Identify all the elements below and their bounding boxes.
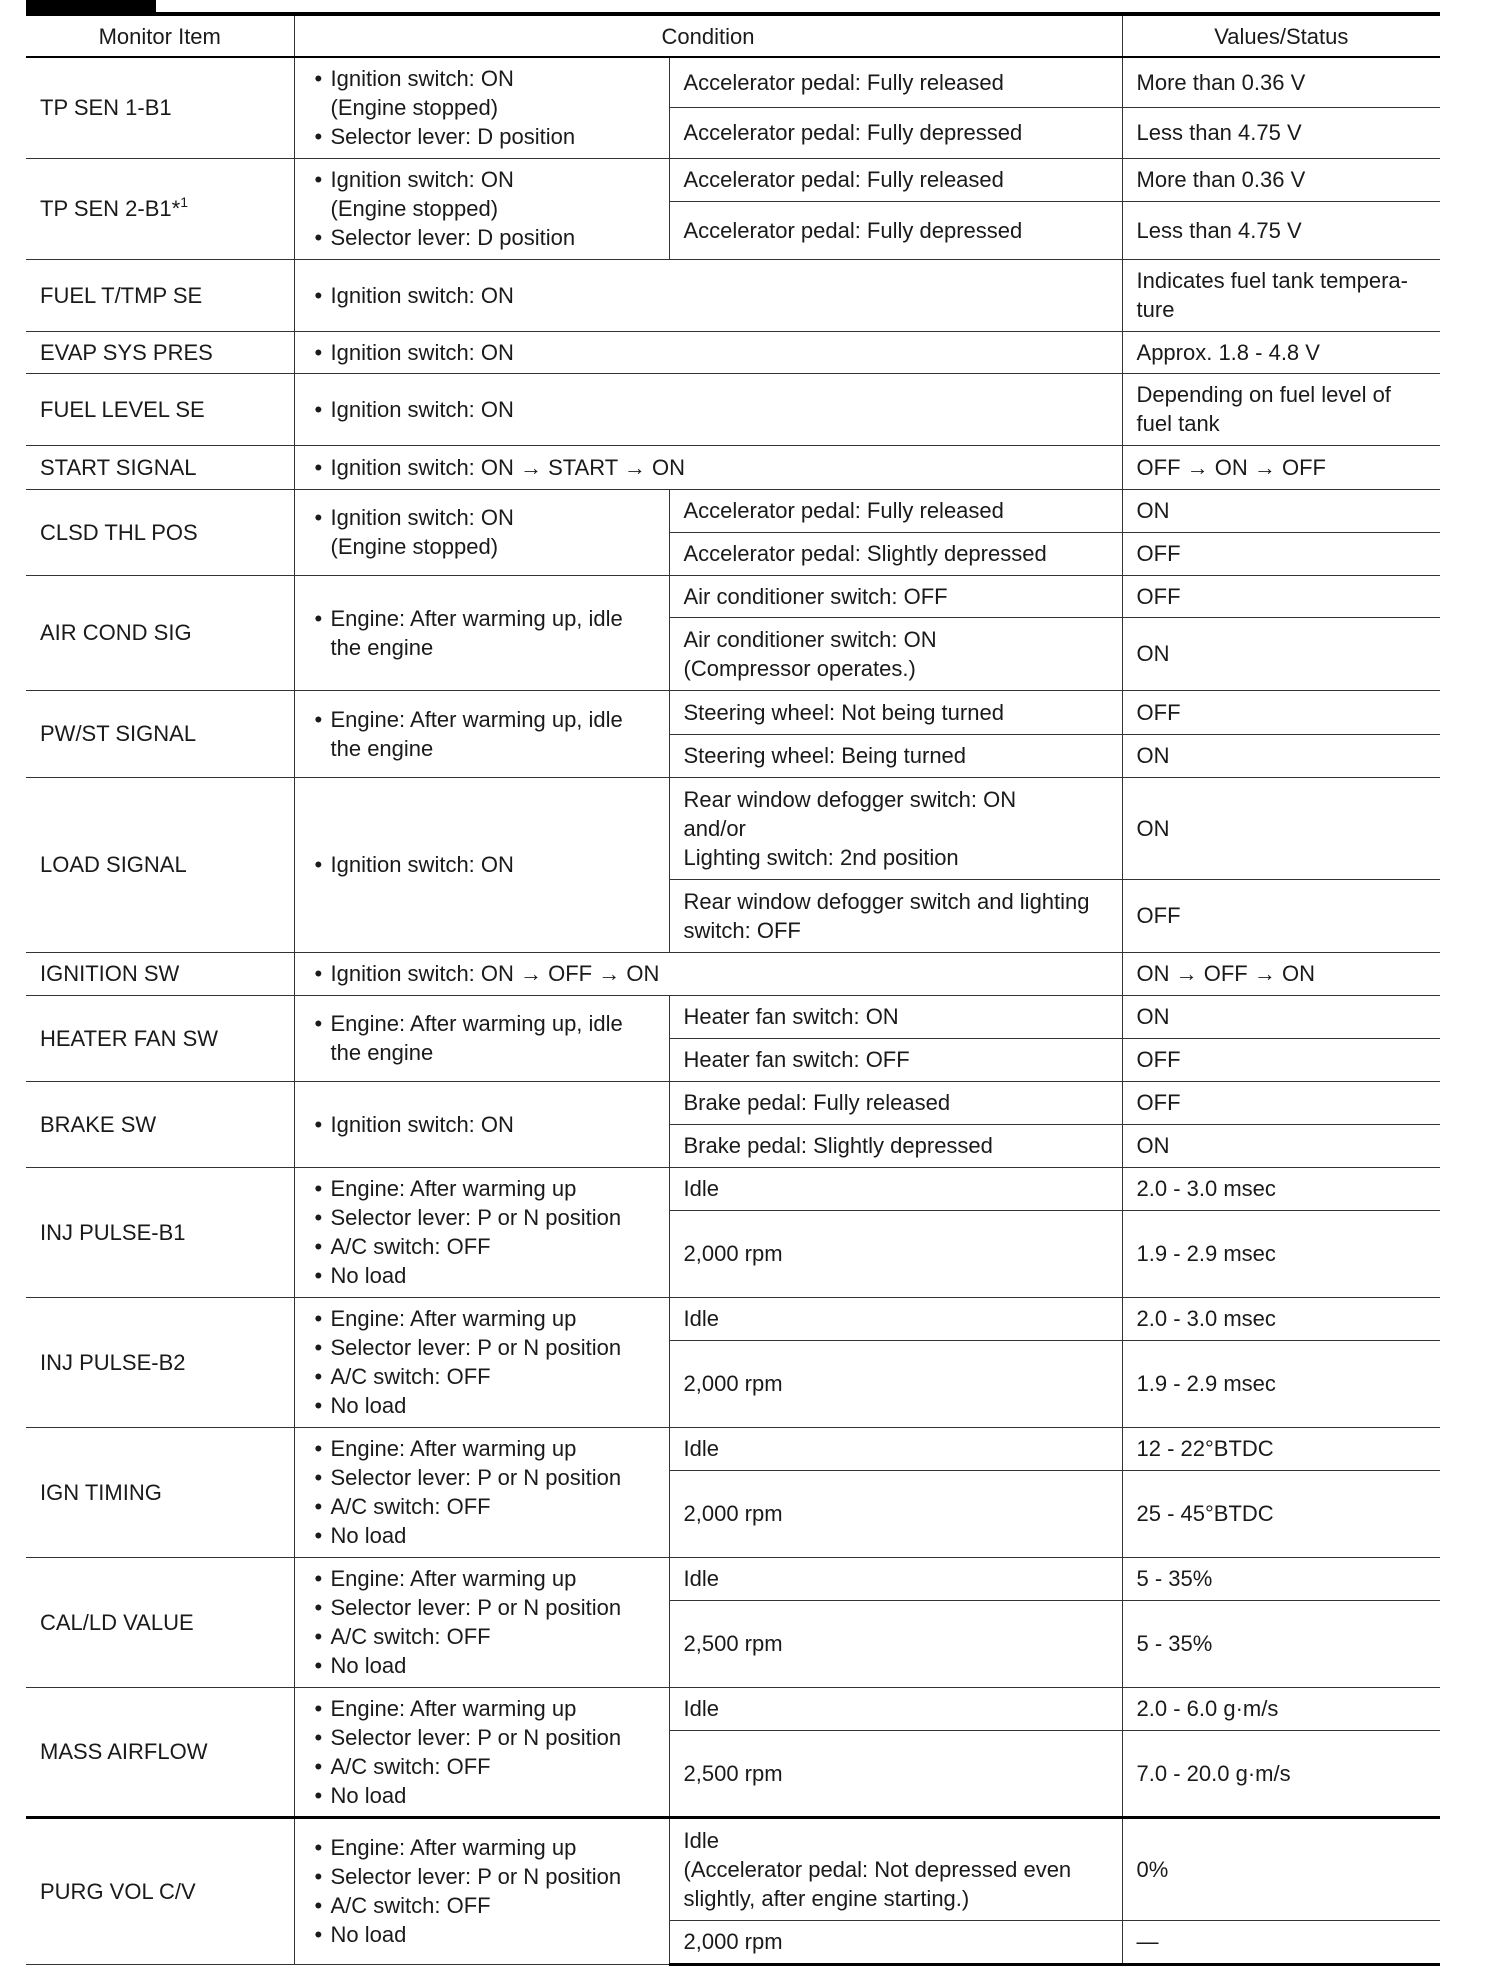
value-cell: 2.0 - 3.0 msec	[1122, 1297, 1440, 1340]
condition-bullet: • Ignition switch: ON	[309, 281, 1108, 310]
sub-condition: 2,500 rpm	[669, 1730, 1122, 1817]
monitor-item: CLSD THL POS	[26, 489, 294, 575]
value-cell: Depending on fuel level of fuel tank	[1122, 373, 1440, 445]
value-cell: 5 - 35%	[1122, 1557, 1440, 1600]
condition-bullet: • Engine: After warming up	[309, 1304, 655, 1333]
condition-bullet: • A/C switch: OFF	[309, 1362, 655, 1391]
condition-bullet: • Ignition switch: ON	[309, 1110, 655, 1139]
sub-condition: Steering wheel: Not being turned	[669, 690, 1122, 734]
value-cell: 1.9 - 2.9 msec	[1122, 1340, 1440, 1427]
header-condition: Condition	[294, 14, 1122, 57]
monitor-item: CAL/LD VALUE	[26, 1557, 294, 1687]
sub-condition: Idle	[669, 1427, 1122, 1470]
condition-bullet: • A/C switch: OFF	[309, 1752, 655, 1781]
condition-bullet: • A/C switch: OFF	[309, 1492, 655, 1521]
condition-cell	[294, 575, 669, 690]
monitor-item: BRAKE SW	[26, 1081, 294, 1167]
value-cell: 25 - 45°BTDC	[1122, 1470, 1440, 1557]
table-row	[26, 489, 1440, 532]
condition-bullet: • Selector lever: P or N position	[309, 1333, 655, 1362]
table-row	[26, 158, 1440, 201]
sub-condition: Idle (Accelerator pedal: Not depressed even slightly, after engine starting.)	[669, 1817, 1122, 1920]
condition-bullet: • No load	[309, 1920, 655, 1949]
condition-bullet: • Ignition switch: ON (Engine stopped)	[309, 165, 655, 223]
table-row	[26, 373, 1440, 445]
condition-bullet: • Ignition switch: ON (Engine stopped)	[309, 503, 655, 561]
sub-condition: Idle	[669, 1167, 1122, 1210]
sub-condition: Accelerator pedal: Fully released	[669, 57, 1122, 107]
value-cell: OFF	[1122, 879, 1440, 952]
section-tab-marker	[26, 0, 156, 12]
condition-bullet: • Engine: After warming up, idle the engine	[309, 1009, 655, 1067]
condition-cell	[294, 1427, 669, 1557]
table-row	[26, 1817, 1440, 1920]
condition-bullet: • Selector lever: P or N position	[309, 1593, 655, 1622]
value-cell: OFF	[1122, 1081, 1440, 1124]
condition-cell	[294, 158, 669, 259]
condition-bullet: • Engine: After warming up	[309, 1833, 655, 1862]
condition-bullet: • Engine: After warming up	[309, 1694, 655, 1723]
value-cell: 5 - 35%	[1122, 1600, 1440, 1687]
table-row	[26, 777, 1440, 879]
table-header-row	[26, 14, 1440, 57]
value-cell: ON	[1122, 995, 1440, 1038]
monitor-item: HEATER FAN SW	[26, 995, 294, 1081]
monitor-item: EVAP SYS PRES	[26, 331, 294, 373]
value-cell: ON → OFF → ON	[1122, 952, 1440, 995]
table-row	[26, 1427, 1440, 1470]
condition-bullet: • No load	[309, 1391, 655, 1420]
table-row	[26, 995, 1440, 1038]
condition-bullet: • Ignition switch: ON	[309, 395, 1108, 424]
sub-condition: 2,000 rpm	[669, 1470, 1122, 1557]
condition-cell	[294, 690, 669, 777]
table-row	[26, 445, 1440, 489]
value-cell: More than 0.36 V	[1122, 158, 1440, 201]
condition-cell	[294, 1687, 669, 1817]
sub-condition: Accelerator pedal: Fully released	[669, 489, 1122, 532]
condition-bullet: • A/C switch: OFF	[309, 1622, 655, 1651]
table-row	[26, 1687, 1440, 1730]
condition-bullet: • Selector lever: P or N position	[309, 1723, 655, 1752]
condition-bullet: • Selector lever: P or N position	[309, 1463, 655, 1492]
condition-bullet: • No load	[309, 1781, 655, 1810]
value-cell: 1.9 - 2.9 msec	[1122, 1210, 1440, 1297]
condition-cell	[294, 995, 669, 1081]
sub-condition: Rear window defogger switch and lighting switch: OFF	[669, 879, 1122, 952]
condition-bullet: • Engine: After warming up, idle the engine	[309, 705, 655, 763]
condition-cell	[294, 1297, 669, 1427]
table-row	[26, 952, 1440, 995]
condition-bullet: • A/C switch: OFF	[309, 1891, 655, 1920]
header-values-status: Values/Status	[1122, 14, 1440, 57]
condition-cell	[294, 373, 1122, 445]
sub-condition: Accelerator pedal: Fully depressed	[669, 107, 1122, 158]
value-cell: OFF	[1122, 1038, 1440, 1081]
condition-bullet: • Engine: After warming up	[309, 1434, 655, 1463]
sub-condition: Air conditioner switch: OFF	[669, 575, 1122, 617]
table-row	[26, 1167, 1440, 1210]
value-cell: OFF	[1122, 532, 1440, 575]
value-cell: ON	[1122, 734, 1440, 777]
condition-bullet: • A/C switch: OFF	[309, 1232, 655, 1261]
value-cell: OFF	[1122, 690, 1440, 734]
condition-bullet: • Selector lever: D position	[309, 223, 655, 252]
table-row	[26, 57, 1440, 107]
monitor-item: LOAD SIGNAL	[26, 777, 294, 952]
value-cell: OFF → ON → OFF	[1122, 445, 1440, 489]
sub-condition: Accelerator pedal: Fully depressed	[669, 201, 1122, 259]
condition-cell	[294, 1167, 669, 1297]
sub-condition: 2,000 rpm	[669, 1340, 1122, 1427]
sub-condition: Idle	[669, 1557, 1122, 1600]
sub-condition: Heater fan switch: ON	[669, 995, 1122, 1038]
condition-bullet: • Engine: After warming up	[309, 1174, 655, 1203]
condition-cell	[294, 1817, 669, 1964]
value-cell: —	[1122, 1920, 1440, 1964]
monitor-item: START SIGNAL	[26, 445, 294, 489]
condition-bullet: • Ignition switch: ON	[309, 338, 1108, 367]
condition-cell	[294, 1081, 669, 1167]
monitor-item: IGN TIMING	[26, 1427, 294, 1557]
sub-condition: Heater fan switch: OFF	[669, 1038, 1122, 1081]
condition-bullet: • Ignition switch: ON	[309, 850, 655, 879]
value-cell: 2.0 - 3.0 msec	[1122, 1167, 1440, 1210]
monitor-item: INJ PULSE-B1	[26, 1167, 294, 1297]
monitor-item: IGNITION SW	[26, 952, 294, 995]
table-row	[26, 690, 1440, 734]
table-row	[26, 259, 1440, 331]
sub-condition: 2,000 rpm	[669, 1210, 1122, 1297]
value-cell: 7.0 - 20.0 g·m/s	[1122, 1730, 1440, 1817]
condition-bullet: • No load	[309, 1261, 655, 1290]
sub-condition: Idle	[669, 1687, 1122, 1730]
monitor-item	[26, 158, 294, 259]
condition-bullet: • No load	[309, 1651, 655, 1680]
condition-cell	[294, 777, 669, 952]
value-cell: OFF	[1122, 575, 1440, 617]
condition-cell	[294, 952, 1122, 995]
monitor-item-label: TP SEN 2-B1*	[40, 196, 181, 221]
condition-bullet: • Ignition switch: ON → OFF → ON	[309, 959, 1108, 988]
condition-cell	[294, 445, 1122, 489]
table-row	[26, 1081, 1440, 1124]
condition-bullet: • No load	[309, 1521, 655, 1550]
footnote-marker: 1	[180, 194, 189, 210]
condition-cell	[294, 331, 1122, 373]
value-cell: Indicates fuel tank tempera- ture	[1122, 259, 1440, 331]
sub-condition: Brake pedal: Fully released	[669, 1081, 1122, 1124]
monitor-spec-table	[26, 12, 1440, 1966]
value-cell: 12 - 22°BTDC	[1122, 1427, 1440, 1470]
condition-bullet: • Selector lever: D position	[309, 122, 655, 151]
table-row	[26, 575, 1440, 617]
condition-bullet: • Selector lever: P or N position	[309, 1862, 655, 1891]
monitor-item: FUEL T/TMP SE	[26, 259, 294, 331]
condition-bullet: • Ignition switch: ON (Engine stopped)	[309, 64, 655, 122]
sub-condition: Brake pedal: Slightly depressed	[669, 1124, 1122, 1167]
value-cell: ON	[1122, 489, 1440, 532]
condition-bullet: • Selector lever: P or N position	[309, 1203, 655, 1232]
condition-bullet: • Ignition switch: ON → START → ON	[309, 453, 1108, 482]
value-cell: 0%	[1122, 1817, 1440, 1920]
value-cell: More than 0.36 V	[1122, 57, 1440, 107]
condition-cell	[294, 57, 669, 158]
sub-condition: Rear window defogger switch: ON and/or Lighting switch: 2nd position	[669, 777, 1122, 879]
value-cell: ON	[1122, 1124, 1440, 1167]
condition-bullet: • Engine: After warming up	[309, 1564, 655, 1593]
sub-condition: Air conditioner switch: ON (Compressor operates.)	[669, 617, 1122, 690]
monitor-item: PURG VOL C/V	[26, 1817, 294, 1964]
sub-condition: Steering wheel: Being turned	[669, 734, 1122, 777]
table-row	[26, 331, 1440, 373]
value-cell: Less than 4.75 V	[1122, 107, 1440, 158]
sub-condition: Idle	[669, 1297, 1122, 1340]
value-cell: ON	[1122, 617, 1440, 690]
monitor-item: AIR COND SIG	[26, 575, 294, 690]
sub-condition: 2,500 rpm	[669, 1600, 1122, 1687]
value-cell: ON	[1122, 777, 1440, 879]
monitor-item: FUEL LEVEL SE	[26, 373, 294, 445]
table-row	[26, 1297, 1440, 1340]
monitor-item: PW/ST SIGNAL	[26, 690, 294, 777]
header-monitor-item: Monitor Item	[26, 14, 294, 57]
condition-cell	[294, 489, 669, 575]
sub-condition: 2,000 rpm	[669, 1920, 1122, 1964]
monitor-item: INJ PULSE-B2	[26, 1297, 294, 1427]
value-cell: Approx. 1.8 - 4.8 V	[1122, 331, 1440, 373]
sub-condition: Accelerator pedal: Slightly depressed	[669, 532, 1122, 575]
condition-cell	[294, 1557, 669, 1687]
condition-cell	[294, 259, 1122, 331]
condition-bullet: • Engine: After warming up, idle the engine	[309, 604, 655, 662]
table-row	[26, 1557, 1440, 1600]
monitor-item: TP SEN 1-B1	[26, 57, 294, 158]
sub-condition: Accelerator pedal: Fully released	[669, 158, 1122, 201]
value-cell: Less than 4.75 V	[1122, 201, 1440, 259]
value-cell: 2.0 - 6.0 g·m/s	[1122, 1687, 1440, 1730]
monitor-item: MASS AIRFLOW	[26, 1687, 294, 1817]
